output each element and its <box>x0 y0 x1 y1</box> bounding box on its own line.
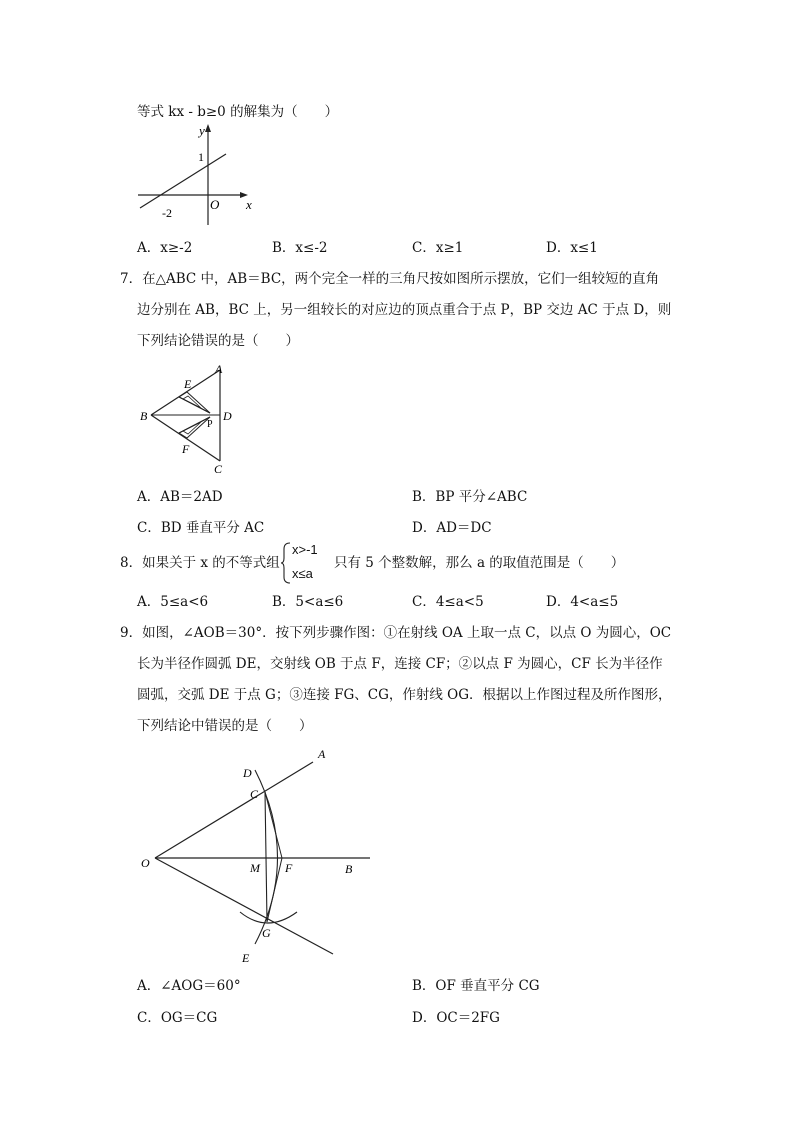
q8-ineq-top: x>-1 <box>292 542 318 557</box>
q6-label-y: y <box>199 123 205 138</box>
q6-graph <box>130 120 270 230</box>
q7-figure <box>135 358 245 478</box>
q6-label-x: x <box>246 197 252 212</box>
q9-option-b[interactable]: B．OF 垂直平分 CG <box>412 978 540 994</box>
q9-label-c: C <box>250 787 259 801</box>
q9-option-d[interactable]: D．OC＝2FG <box>412 1010 500 1026</box>
q7-label-e: E <box>184 377 192 391</box>
q7-stem-line3: 下列结论错误的是（ ） <box>137 333 299 349</box>
q7-label-b: B <box>140 409 148 423</box>
q8-option-b[interactable]: B．5<a≤6 <box>272 594 344 610</box>
q8-brace <box>280 541 292 585</box>
q7-label-a: A <box>215 362 223 376</box>
q8-option-c[interactable]: C．4≤a<5 <box>412 594 484 610</box>
q9-ray-oa <box>155 762 313 858</box>
q6-option-d[interactable]: D．x≤1 <box>546 240 598 256</box>
q7-option-b[interactable]: B．BP 平分∠ABC <box>412 489 528 505</box>
q8-ineq-bottom: x≤a <box>292 566 313 581</box>
q8-option-a[interactable]: A．5≤a<6 <box>137 594 209 610</box>
q6-stem: 等式 kx - b≥0 的解集为（ ） <box>137 104 339 120</box>
q6-label-origin: O <box>210 197 220 212</box>
q9-stem-line2: 长为半径作圆弧 DE，交射线 OB 于点 F，连接 CF；②以点 F 为圆心，CF 长为半径作 <box>137 656 663 672</box>
q8-stem-suffix: 只有 5 个整数解，那么 a 的取值范围是（ ） <box>334 555 625 571</box>
q6-option-c[interactable]: C．x≥1 <box>412 240 464 256</box>
q9-label-d: D <box>243 766 252 780</box>
q9-label-b: B <box>345 862 353 876</box>
q9-segment-cg <box>265 792 267 922</box>
q7-stem-line2: 边分别在 AB，BC 上，另一组较长的对应边的顶点重合于点 P，BP 交边 AC 于点 D，则 <box>137 302 672 318</box>
q7-option-c[interactable]: C．BD 垂直平分 AC <box>137 520 265 536</box>
q6-label-1: 1 <box>198 150 204 164</box>
q6-option-b[interactable]: B．x≤-2 <box>272 240 328 256</box>
q9-label-e: E <box>242 951 250 965</box>
q9-segment-cf <box>265 792 282 858</box>
q9-figure <box>135 740 385 970</box>
q6-option-a[interactable]: A．x≥-2 <box>137 240 193 256</box>
q7-label-f: F <box>182 442 190 456</box>
q7-option-a[interactable]: A．AB＝2AD <box>137 489 223 505</box>
q8-option-d[interactable]: D．4<a≤5 <box>546 594 619 610</box>
q7-label-d: D <box>223 409 232 423</box>
q7-option-d[interactable]: D．AD＝DC <box>412 520 492 536</box>
q9-stem-line3: 圆弧，交弧 DE 于点 G；③连接 FG、CG，作射线 OG．根据以上作图过程及所作图形， <box>137 687 672 703</box>
q6-y-arrow <box>205 124 211 132</box>
q9-label-g: G <box>262 926 271 940</box>
q9-label-f: F <box>285 861 293 875</box>
q9-stem-line4: 下列结论中错误的是（ ） <box>137 718 313 734</box>
q8-stem-prefix: 8．如果关于 x 的不等式组 <box>120 555 280 571</box>
q9-label-m: M <box>250 861 260 875</box>
q9-option-a[interactable]: A．∠AOG＝60° <box>137 978 241 994</box>
q9-option-c[interactable]: C．OG＝CG <box>137 1010 218 1026</box>
q9-stem-line1: 9．如图，∠AOB＝30°．按下列步骤作图：①在射线 OA 上取一点 C，以点 O 为圆心，OC <box>120 625 672 641</box>
q9-segment-fg <box>267 858 282 922</box>
q7-stem-line1: 7．在△ABC 中，AB＝BC，两个完全一样的三角尺按如图所示摆放，它们一组较短的直角 <box>120 271 660 287</box>
q6-label-neg2: -2 <box>162 206 172 220</box>
q9-label-o: O <box>141 856 150 870</box>
q9-ray-og <box>155 858 333 954</box>
q7-label-p: P <box>207 419 213 430</box>
q7-label-c: C <box>214 462 223 476</box>
q9-label-a: A <box>318 747 326 761</box>
